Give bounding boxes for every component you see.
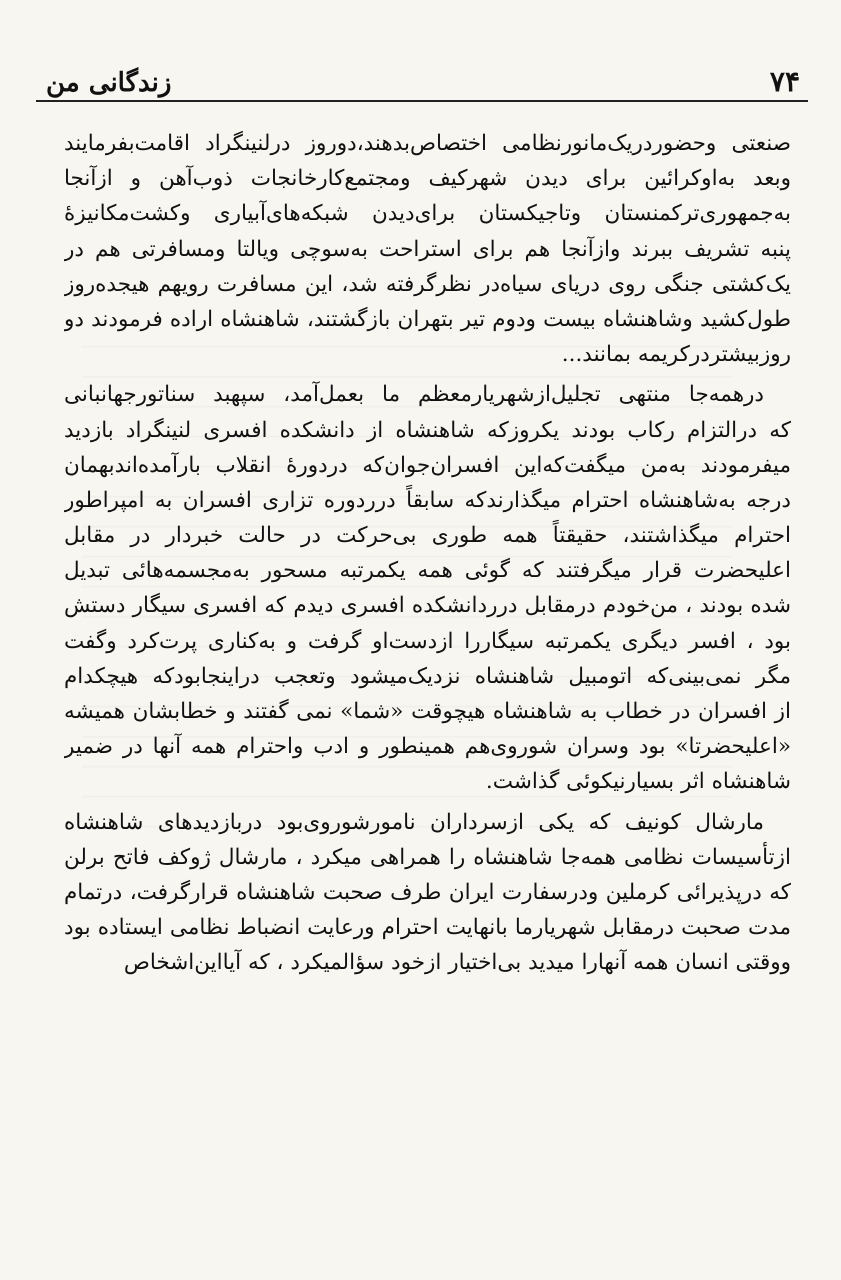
- text-line: به‌جمهوری‌ترکمنستان وتاجیکستان برای‌دیدن شبکه‌های‌آبیاری وکشت‌مکانیزهٔ: [64, 201, 791, 227]
- text-line: وبعد به‌اوکرائین برای دیدن شهرکیف ومجتمع‌کارخانجات ذوب‌آهن و ازآنجا: [64, 166, 791, 192]
- text-line: یک‌کشتی جنگی روی دریای سیاه‌در نظرگرفته شد، این مسافرت رویهم هیجده‌روز: [64, 271, 791, 297]
- text-line: اعلیحضرت قرار میگرفتند که گوئی همه یکمرتبه مسحور به‌مجسمه‌هائی تبدیل: [64, 558, 791, 584]
- body-text: [64, 126, 791, 981]
- text-line: درهمه‌جا منتهی تجلیل‌ازشهریارمعظم ما بعمل‌آمد، سپهبد سناتورجهانبانی: [64, 382, 764, 408]
- text-line: مگر نمی‌بینی‌که اتومبیل شاهنشاه نزدیک‌میشود وتعجب دراینجابودکه هیچکدام: [64, 663, 791, 689]
- text-line: درجه به‌شاهنشاه احترام میگذارندکه سابقاً درردوره تزاری افسران به امپراطور: [64, 487, 791, 513]
- text-line: میفرمودند به‌من میگفت‌که‌این افسران‌جوان‌که دردورهٔ انقلاب بارآمده‌اندبهمان: [64, 452, 791, 478]
- text-line: شاهنشاه اثر بسیارنیکوئی گذاشت.: [485, 769, 791, 795]
- text-line: شده بودند ، من‌خودم درمقابل درردانشکده افسری دیدم که افسری سیگار دستش: [64, 593, 791, 619]
- text-line: که درالتزام رکاب بودند یکروزکه شاهنشاه از دانشکده افسری لنینگراد بازدید: [64, 417, 791, 443]
- header-rule: [36, 100, 808, 102]
- text-line: صنعتی وحضوردریک‌مانورنظامی اختصاص‌بدهند،دوروز درلنینگراد اقامت‌بفرمایند: [64, 131, 791, 156]
- text-line: طول‌کشید وشاهنشاه بیست ودوم تیر بتهران بازگشتند، شاهنشاه اراده فرمودند دو: [64, 306, 791, 332]
- text-line: پنبه تشریف ببرند وازآنجا هم برای استراحت به‌سوچی ویالتا ومسافرتی هم در: [64, 236, 791, 262]
- text-line: «اعلیحضرتا» بود وسران شوروی‌هم همینطور و ادب واحترام همه آنها در ضمیر: [64, 734, 791, 760]
- text-line: ازتأسیسات نظامی همه‌جا شاهنشاه را همراهی میکرد ، مارشال ژوکف فاتح برلن: [64, 844, 791, 870]
- text-line: بود ، افسر دیگری یکمرتبه سیگاررا ازدست‌او گرفت و به‌کناری پرت‌کرد وگفت: [64, 628, 791, 654]
- text-line: احترام میگذاشتند، حقیقتاً همه طوری بی‌حرکت در حالت خبردار در مقابل: [64, 523, 791, 549]
- running-head: [36, 55, 808, 103]
- text-line: مارشال کونیف که یکی ازسرداران نامورشوروی‌بود دربازدیدهای شاهنشاه: [64, 809, 764, 835]
- text-line: مدت صحبت درمقابل شهریارما بانهایت احترام ورعایت انضباط نظامی ایستاده بود: [64, 915, 791, 941]
- book-title-header: زندگانی من: [46, 68, 172, 98]
- text-line: ووقتی انسان همه آنهارا میدید بی‌اختیار ازخود سؤالمیکرد ، که آیااین‌اشخاص: [123, 950, 791, 976]
- paragraph-2: [64, 377, 791, 799]
- paragraph-3: [64, 805, 791, 981]
- paragraph-1: [64, 126, 791, 372]
- text-line: که درپذیرائی کرملین ودرسفارت ایران طرف صحبت شاهنشاه قرارگرفت، درتمام: [64, 879, 791, 905]
- page-number: ۷۴: [769, 65, 800, 98]
- text-line: روزبیشتردرکریمه بمانند...: [561, 342, 791, 368]
- text-line: از افسران در خطاب به شاهنشاه هیچوقت «شما» نمی گفتند و خطابشان همیشه: [64, 699, 791, 724]
